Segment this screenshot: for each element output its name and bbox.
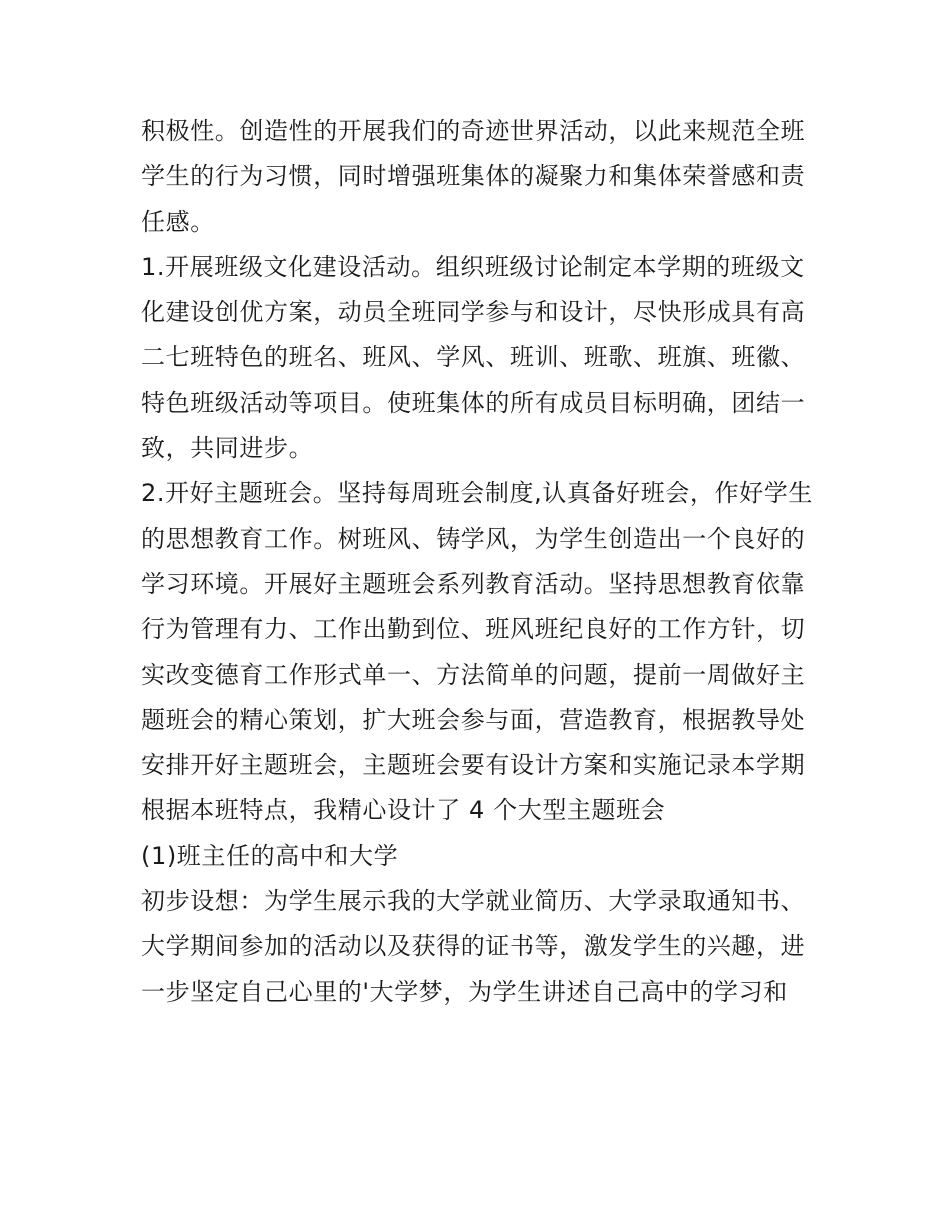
text-line: 2.开好主题班会。坚持每周班会制度,认真备好班会，作好学生	[141, 479, 813, 508]
text-line: 初步设想：为学生展示我的大学就业简历、大学录取通知书、	[141, 887, 806, 916]
text-line: 实改变德育工作形式单一、方法简单的问题，提前一周做好主	[141, 660, 806, 689]
document-body	[141, 109, 821, 1015]
text-line: 大学期间参加的活动以及获得的证书等，激发学生的兴趣，进	[141, 932, 806, 961]
text-line: (1)班主任的高中和大学	[141, 841, 399, 870]
text-line: 题班会的精心策划，扩大班会参与面，营造教育，根据教导处	[141, 705, 806, 734]
text-line: 二七班特色的班名、班风、学风、班训、班歌、班旗、班徽、	[141, 343, 806, 372]
text-line: 安排开好主题班会，主题班会要有设计方案和实施记录本学期	[141, 751, 806, 780]
text-line: 特色班级活动等项目。使班集体的所有成员目标明确，团结一	[141, 388, 806, 417]
text-line: 化建设创优方案，动员全班同学参与和设计，尽快形成具有高	[141, 298, 806, 327]
text-line: 根据本班特点，我精心设计了 4 个大型主题班会	[141, 796, 666, 825]
text-line: 致，共同进步。	[141, 434, 314, 463]
text-line: 的思想教育工作。树班风、铸学风，为学生创造出一个良好的	[141, 524, 806, 553]
text-line: 学习环境。开展好主题班会系列教育活动。坚持思想教育依靠	[141, 569, 806, 598]
text-line: 行为管理有力、工作出勤到位、班风班纪良好的工作方针，切	[141, 615, 806, 644]
text-line: 学生的行为习惯，同时增强班集体的凝聚力和集体荣誉感和责	[141, 162, 806, 191]
text-line: 任感。	[141, 207, 215, 236]
text-line: 1.开展班级文化建设活动。组织班级讨论制定本学期的班级文	[141, 252, 805, 281]
text-line: 积极性。创造性的开展我们的奇迹世界活动，以此来规范全班	[141, 117, 806, 145]
text-line: 一步坚定自己心里的'大学梦，为学生讲述自己高中的学习和	[141, 977, 788, 1006]
